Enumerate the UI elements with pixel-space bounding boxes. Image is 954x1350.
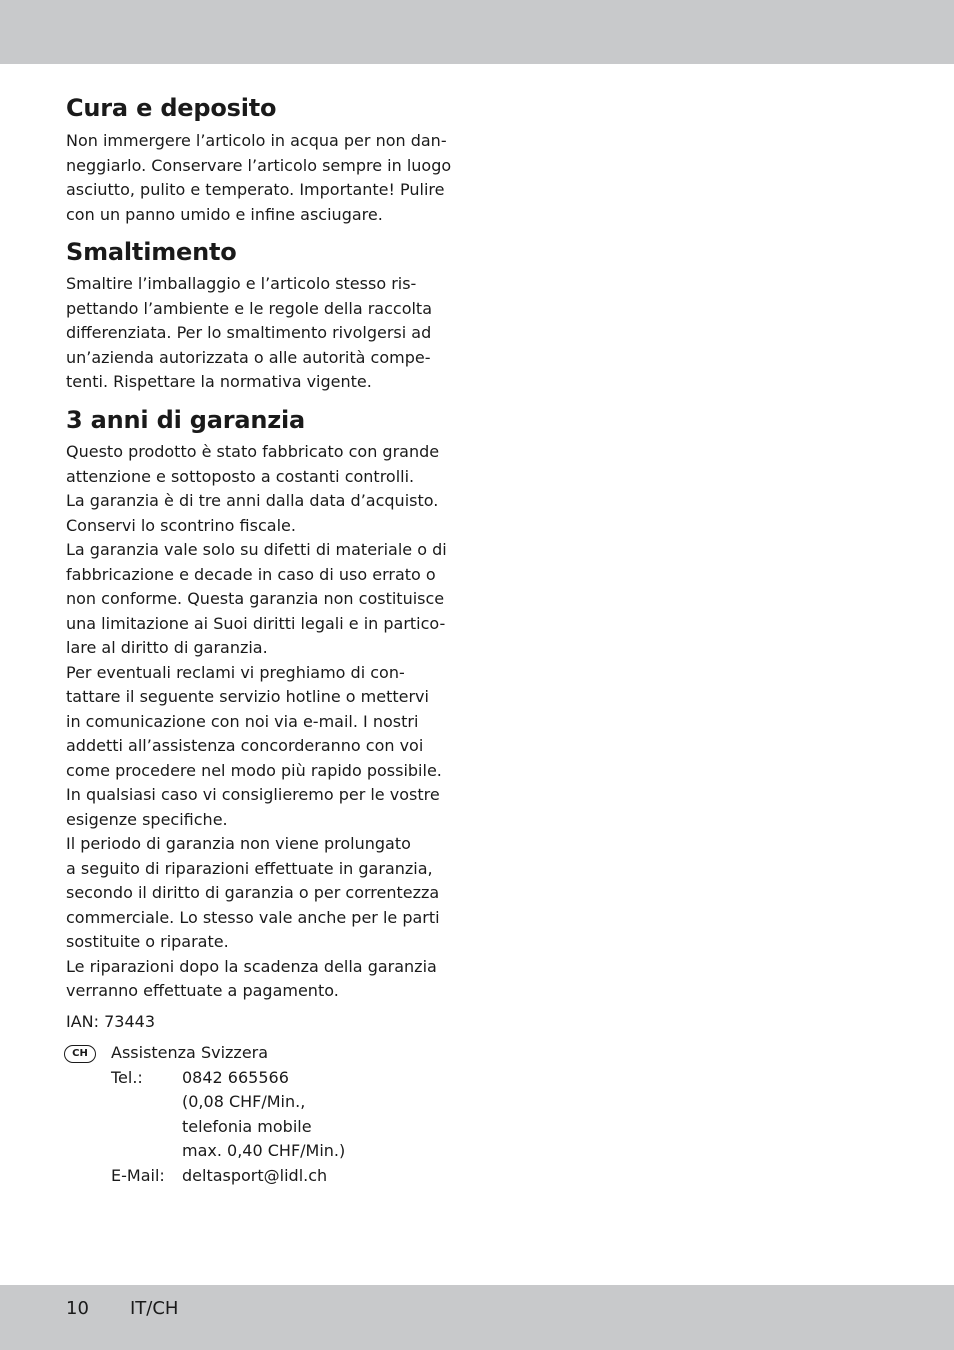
text-line: come procedere nel modo più rapido possibile.: [66, 760, 442, 780]
tel-label: Tel.:: [111, 1067, 143, 1087]
text-line: sostituite o riparate.: [66, 932, 229, 951]
tel-note-row: [111, 1090, 345, 1115]
section-title-smaltimento: Smaltimento: [66, 238, 237, 266]
tel-number: 0842 665566: [182, 1067, 289, 1087]
ian-number: IAN: 73443: [66, 1012, 156, 1031]
section-title-garanzia: 3 anni di garanzia: [66, 406, 306, 434]
spacer: [111, 1115, 182, 1140]
section-body-smaltimento: [66, 272, 432, 395]
text-line: in comunicazione con noi via e-mail. I nostri: [66, 711, 419, 731]
text-line: Non immergere l’articolo in acqua per non dan-: [66, 131, 447, 150]
text-line: La garanzia vale solo su difetti di materiale o di: [66, 540, 447, 559]
text-line: con un panno umido e infine asciugare.: [66, 204, 383, 224]
text-line: differenziata. Per lo smaltimento rivolgersi ad: [66, 323, 432, 342]
text-line: neggiarlo. Conservare l’articolo sempre in luogo: [66, 155, 452, 175]
text-line: Le riparazioni dopo la scadenza della garanzia: [66, 956, 437, 976]
text-line: pettando l’ambiente e le regole della raccolta: [66, 298, 432, 318]
text-line: tattare il seguente servizio hotline o mettervi: [66, 687, 429, 706]
text-line: In qualsiasi caso vi consiglieremo per le vostre: [66, 785, 440, 804]
text-line: secondo il diritto di garanzia o per correntezza: [66, 883, 440, 902]
section-title-cura: Cura e deposito: [66, 94, 277, 122]
email-address[interactable]: deltasport@lidl.ch: [182, 1165, 328, 1185]
ch-country-icon: CH: [64, 1045, 96, 1063]
text-line: a seguito di riparazioni effettuate in garanzia,: [66, 858, 433, 878]
spacer: [111, 1139, 182, 1164]
text-line: La garanzia è di tre anni dalla data d’acquisto.: [66, 491, 439, 510]
tel-note: max. 0,40 CHF/Min.): [182, 1141, 346, 1160]
text-line: attenzione e sottoposto a costanti controlli.: [66, 466, 415, 486]
text-line: Questo prodotto è stato fabbricato con grande: [66, 442, 440, 461]
text-line: fabbricazione e decade in caso di uso errato o: [66, 564, 436, 584]
contact-email-row: [111, 1164, 345, 1189]
text-line: lare al diritto di garanzia.: [66, 638, 268, 657]
tel-note: telefonia mobile: [182, 1116, 312, 1136]
tel-note-row: [111, 1139, 345, 1164]
text-line: tenti. Rispettare la normativa vigente.: [66, 372, 372, 391]
text-line: asciutto, pulito e temperato. Importante! Pulire: [66, 180, 445, 199]
tel-note-row: [111, 1115, 345, 1140]
spacer: [111, 1090, 182, 1115]
text-line: verranno effettuate a pagamento.: [66, 981, 339, 1000]
text-line: Per eventuali reclami vi preghiamo di con-: [66, 662, 405, 682]
page-number: 10: [66, 1298, 89, 1319]
text-line: addetti all’assistenza concorderanno con voi: [66, 736, 424, 755]
section-body-cura: [66, 129, 451, 227]
email-label: E-Mail:: [111, 1165, 165, 1185]
text-line: esigenze specifiche.: [66, 809, 228, 829]
section-body-garanzia: [66, 440, 447, 1004]
text-line: Conservi lo scontrino fiscale.: [66, 515, 296, 535]
contact-block: [111, 1041, 345, 1188]
text-line: Il periodo di garanzia non viene prolungato: [66, 834, 411, 853]
text-line: non conforme. Questa garanzia non costituisce: [66, 589, 445, 608]
tel-note: (0,08 CHF/Min.,: [182, 1092, 306, 1111]
language-code: IT/CH: [130, 1298, 179, 1319]
text-line: commerciale. Lo stesso vale anche per le parti: [66, 907, 440, 927]
header-bar: [0, 0, 954, 64]
contact-tel-row: [111, 1066, 345, 1091]
contact-title: Assistenza Svizzera: [111, 1043, 269, 1062]
text-line: un’azienda autorizzata o alle autorità compe-: [66, 347, 431, 367]
text-line: Smaltire l’imballaggio e l’articolo stesso ris-: [66, 274, 417, 293]
text-line: una limitazione ai Suoi diritti legali e in partico-: [66, 613, 446, 633]
